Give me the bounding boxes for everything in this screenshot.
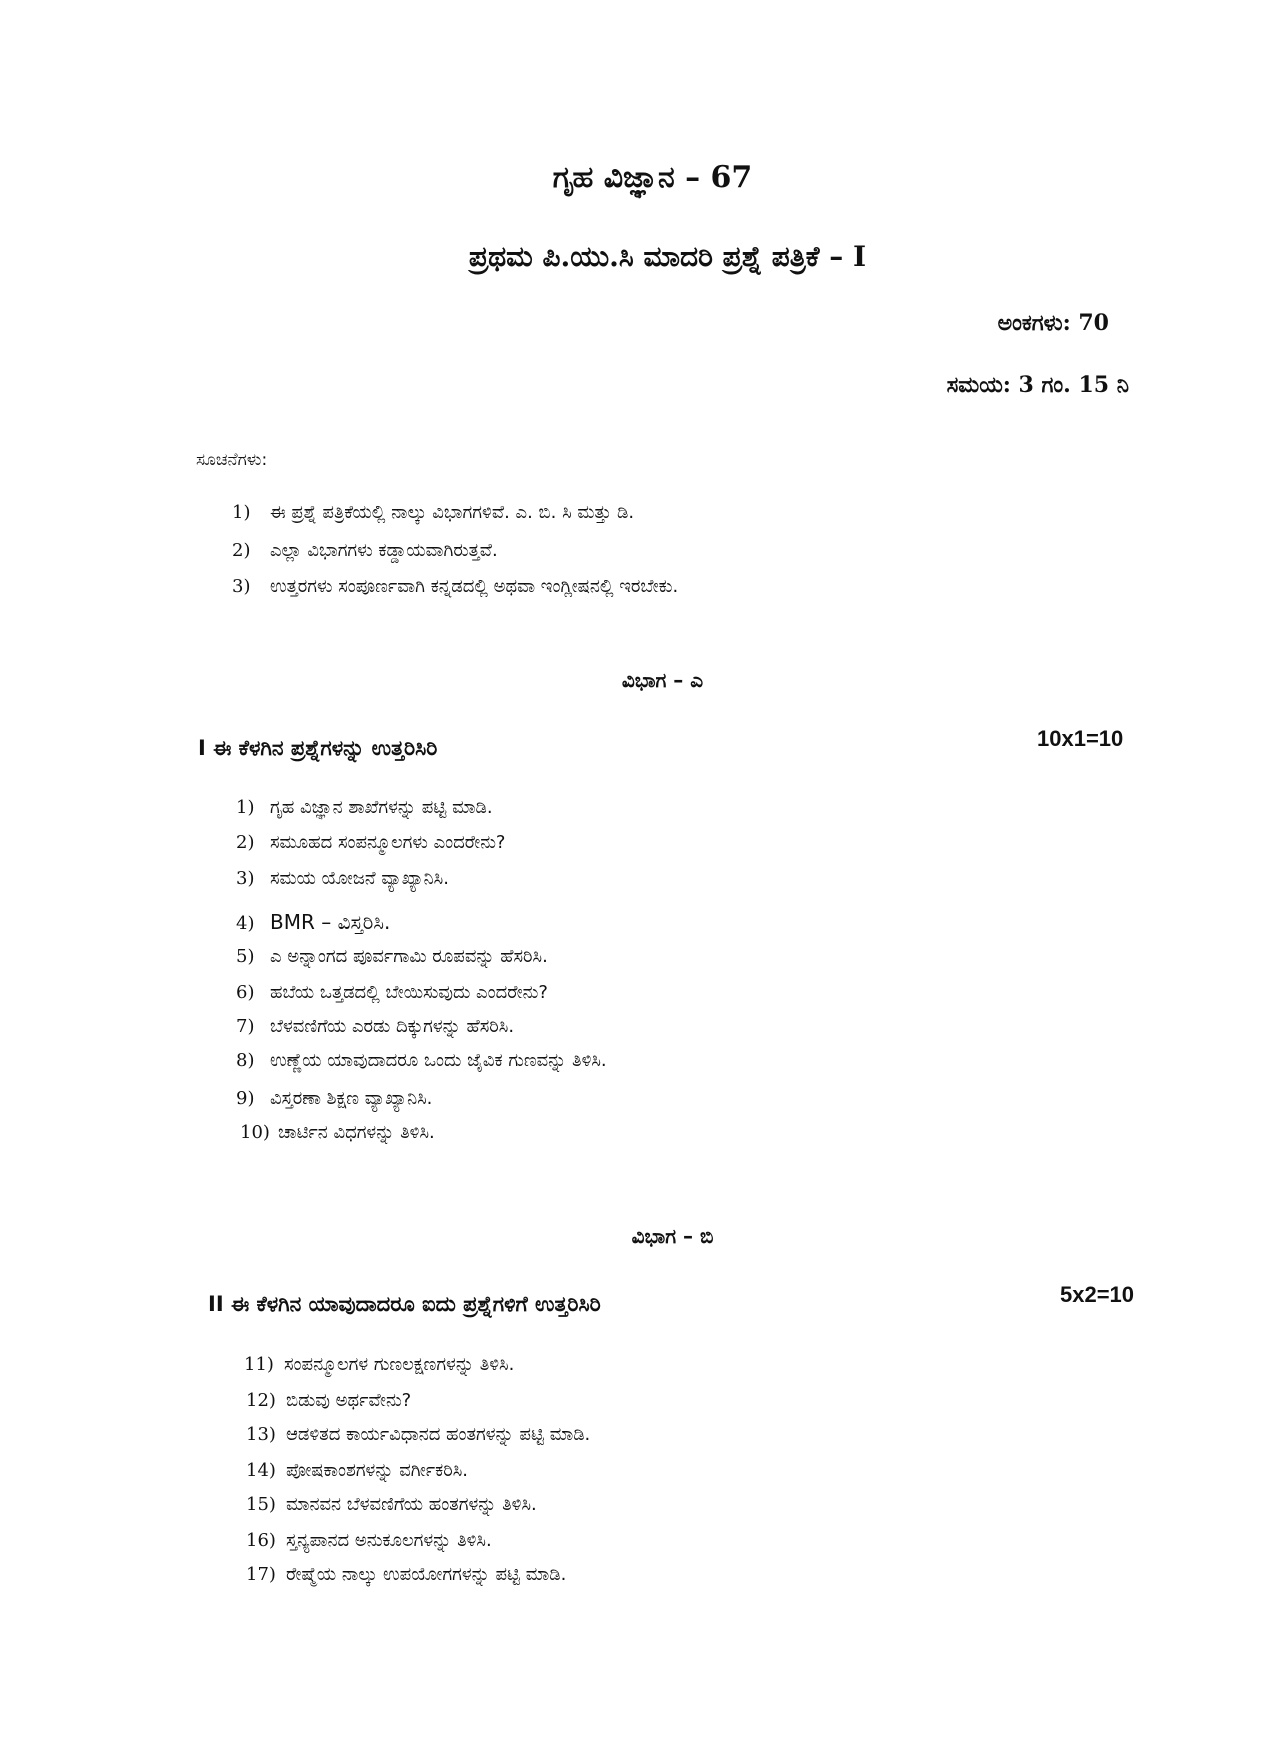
- instructions-heading: ಸೂಚನೆಗಳು:: [196, 450, 268, 470]
- question-number: 3): [236, 868, 255, 889]
- subject-title: ಗೃಹ ವಿಜ್ಞಾನ – 67: [552, 160, 753, 195]
- question-number: 6): [236, 982, 255, 1003]
- paper-title: ಪ್ರಥಮ ಪಿ.ಯು.ಸಿ ಮಾದರಿ ಪ್ರಶ್ನೆ ಪತ್ರಿಕೆ – I: [468, 240, 867, 273]
- question-number: 9): [236, 1088, 255, 1109]
- question-text: ಎ ಅನ್ನಾಂಗದ ಪೂರ್ವಗಾಮಿ ರೂಪವನ್ನು ಹೆಸರಿಸಿ.: [270, 946, 548, 967]
- instruction-text: ಉತ್ತರಗಳು ಸಂಪೂರ್ಣವಾಗಿ ಕನ್ನಡದಲ್ಲಿ ಅಥವಾ ಇಂಗ್ಲೀಷನಲ್ಲಿ ಇರಬೇಕು.: [270, 576, 679, 597]
- question-number: 16): [246, 1530, 276, 1551]
- instruction-item: [232, 576, 678, 597]
- section-b-title: ವಿಭಾಗ – ಬಿ: [631, 1224, 714, 1248]
- question-item: [246, 1424, 590, 1445]
- question-item: [246, 1390, 411, 1411]
- total-marks: ಅಂಕಗಳು: 70: [997, 310, 1109, 336]
- question-item: [240, 1122, 435, 1143]
- section-a-score: 10x1=10: [1037, 726, 1124, 751]
- question-text: ಮಾನವನ ಬೆಳವಣಿಗೆಯ ಹಂತಗಳನ್ನು ತಿಳಿಸಿ.: [286, 1494, 537, 1515]
- question-text: ವಿಸ್ತರಣಾ ಶಿಕ್ಷಣ ವ್ಯಾಖ್ಯಾನಿಸಿ.: [270, 1088, 433, 1109]
- question-text: ಗೃಹ ವಿಜ್ಞಾನ ಶಾಖೆಗಳನ್ನು ಪಟ್ಟಿ ಮಾಡಿ.: [270, 797, 493, 818]
- question-text: ಸಂಪನ್ಮೂಲಗಳ ಗುಣಲಕ್ಷಣಗಳನ್ನು ತಿಳಿಸಿ.: [284, 1354, 515, 1375]
- section-a-title: ವಿಭಾಗ – ಎ: [621, 668, 704, 692]
- question-number: 8): [236, 1050, 255, 1071]
- question-text: ಸ್ತನ್ಯಪಾನದ ಅನುಕೂಲಗಳನ್ನು ತಿಳಿಸಿ.: [286, 1530, 492, 1551]
- question-item: [246, 1460, 468, 1481]
- question-number: 14): [246, 1460, 276, 1481]
- question-number: 11): [244, 1354, 274, 1375]
- time-allowed: ಸಮಯ: 3 ಗಂ. 15 ನಿ: [946, 372, 1129, 398]
- instruction-item: [232, 502, 634, 523]
- question-item: [246, 1530, 492, 1551]
- question-text: ಆಡಳಿತದ ಕಾರ್ಯವಿಧಾನದ ಹಂತಗಳನ್ನು ಪಟ್ಟಿ ಮಾಡಿ.: [286, 1424, 591, 1445]
- question-number: 12): [246, 1390, 276, 1411]
- question-text: ಚಾರ್ಟಿನ ವಿಧಗಳನ್ನು ತಿಳಿಸಿ.: [278, 1122, 435, 1143]
- question-item: [244, 1354, 514, 1375]
- question-item: [236, 946, 548, 967]
- question-item: [236, 797, 493, 818]
- question-text: ಸಮೂಹದ ಸಂಪನ್ಮೂಲಗಳು ಎಂದರೇನು?: [270, 832, 506, 853]
- instruction-number: 3): [232, 576, 251, 597]
- instruction-item: [232, 540, 498, 561]
- question-text: ಪೋಷಕಾಂಶಗಳನ್ನು ವರ್ಗೀಕರಿಸಿ.: [286, 1460, 469, 1481]
- question-number: 5): [236, 946, 255, 967]
- question-text: ಬಿಡುವು ಅರ್ಥವೇನು?: [286, 1390, 412, 1411]
- question-item: [236, 1050, 607, 1071]
- instruction-text: ಈ ಪ್ರಶ್ನೆ ಪತ್ರಿಕೆಯಲ್ಲಿ ನಾಲ್ಕು ವಿಭಾಗಗಳಿವೆ. ಎ. ಬಿ. ಸಿ ಮತ್ತು ಡಿ.: [270, 502, 635, 523]
- question-item: [246, 1564, 566, 1585]
- question-number: 7): [236, 1016, 255, 1037]
- question-number: 15): [246, 1494, 276, 1515]
- question-text: ಉಣ್ಣೆಯ ಯಾವುದಾದರೂ ಒಂದು ಜೈವಿಕ ಗುಣವನ್ನು ತಿಳಿಸಿ.: [270, 1050, 607, 1071]
- section-b-score: 5x2=10: [1060, 1282, 1135, 1307]
- question-number: 2): [236, 832, 255, 853]
- section-b-question-heading: II ಈ ಕೆಳಗಿನ ಯಾವುದಾದರೂ ಐದು ಪ್ರಶ್ನೆಗಳಿಗೆ ಉತ್ತರಿಸಿರಿ: [208, 1292, 601, 1316]
- question-item: [236, 1088, 432, 1109]
- question-item: [236, 832, 505, 853]
- question-text: ಬೆಳವಣಿಗೆಯ ಎರಡು ದಿಕ್ಕುಗಳನ್ನು ಹೆಸರಿಸಿ.: [270, 1016, 515, 1037]
- instruction-number: 2): [232, 540, 251, 561]
- question-item: [236, 910, 390, 934]
- instruction-text: ಎಲ್ಲಾ ವಿಭಾಗಗಳು ಕಡ್ಡಾಯವಾಗಿರುತ್ತವೆ.: [270, 540, 498, 561]
- question-text: ರೇಷ್ಮೆಯ ನಾಲ್ಕು ಉಪಯೋಗಗಳನ್ನು ಪಟ್ಟಿ ಮಾಡಿ.: [286, 1564, 567, 1585]
- question-number: 13): [246, 1424, 276, 1445]
- question-item: [246, 1494, 537, 1515]
- question-item: [236, 868, 449, 889]
- question-text: ಹಬೆಯ ಒತ್ತಡದಲ್ಲಿ ಬೇಯಿಸುವುದು ಎಂದರೇನು?: [270, 982, 548, 1003]
- question-number: 1): [236, 797, 255, 818]
- instruction-number: 1): [232, 502, 251, 523]
- question-number: 10): [240, 1122, 270, 1143]
- question-text: ಸಮಯ ಯೋಜನೆ ವ್ಯಾಖ್ಯಾನಿಸಿ.: [270, 868, 449, 889]
- question-text: BMR – ವಿಸ್ತರಿಸಿ.: [270, 910, 391, 934]
- question-number: 17): [246, 1564, 276, 1585]
- question-number: 4): [236, 913, 255, 934]
- section-a-question-heading: I ಈ ಕೆಳಗಿನ ಪ್ರಶ್ನೆಗಳನ್ನು ಉತ್ತರಿಸಿರಿ: [198, 736, 438, 760]
- question-item: [236, 1016, 514, 1037]
- question-item: [236, 982, 548, 1003]
